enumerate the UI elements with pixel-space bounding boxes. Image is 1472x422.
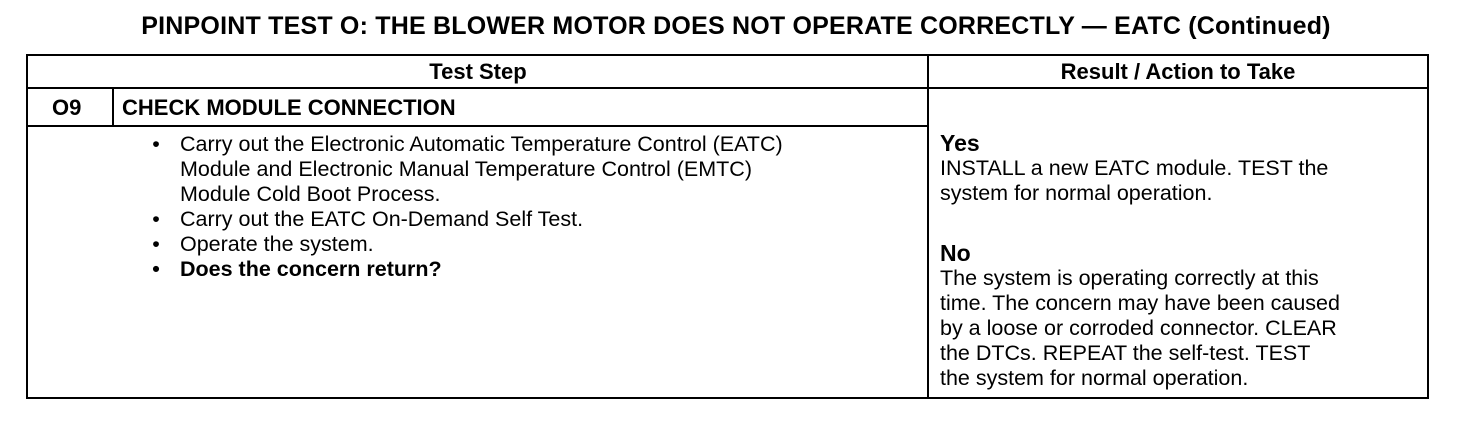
result-no xyxy=(940,240,1340,391)
list-item-continuation: Module and Electronic Manual Temperature Control (EMTC) xyxy=(180,157,752,181)
step-id-divider xyxy=(112,88,114,126)
header-divider xyxy=(28,87,1427,89)
step-title-divider xyxy=(28,125,928,127)
list-item-question: • Does the concern return? xyxy=(152,257,442,281)
list-item: • Carry out the EATC On-Demand Self Test. xyxy=(152,207,584,231)
no-label: No xyxy=(940,240,971,266)
no-text-line: the DTCs. REPEAT the self-test. TEST xyxy=(940,341,1311,365)
no-text-line: the system for normal operation. xyxy=(940,366,1249,390)
page-title: PINPOINT TEST O: THE BLOWER MOTOR DOES NOT OPERATE CORRECTLY — EATC (Continued) xyxy=(141,12,1331,40)
result-yes xyxy=(940,130,1328,206)
list-item-continuation: Module Cold Boot Process. xyxy=(180,182,441,206)
list-item: • Carry out the Electronic Automatic Temperature Control (EATC) xyxy=(152,132,783,156)
yes-text-line: INSTALL a new EATC module. TEST the xyxy=(940,156,1329,180)
no-text-line: The system is operating correctly at this xyxy=(940,266,1319,290)
yes-label: Yes xyxy=(940,130,980,156)
step-id: O9 xyxy=(52,95,82,120)
step-instructions xyxy=(146,132,783,282)
no-text-line: by a loose or corroded connector. CLEAR xyxy=(940,316,1337,340)
pinpoint-test-table xyxy=(26,54,1429,399)
step-title: CHECK MODULE CONNECTION xyxy=(122,95,456,120)
header-test-step: Test Step xyxy=(429,59,527,84)
no-text-line: time. The concern may have been caused xyxy=(940,291,1340,315)
yes-text-line: system for normal operation. xyxy=(940,181,1213,205)
column-divider xyxy=(927,56,929,397)
list-item: • Operate the system. xyxy=(152,232,374,256)
header-result-action: Result / Action to Take xyxy=(1060,59,1296,84)
